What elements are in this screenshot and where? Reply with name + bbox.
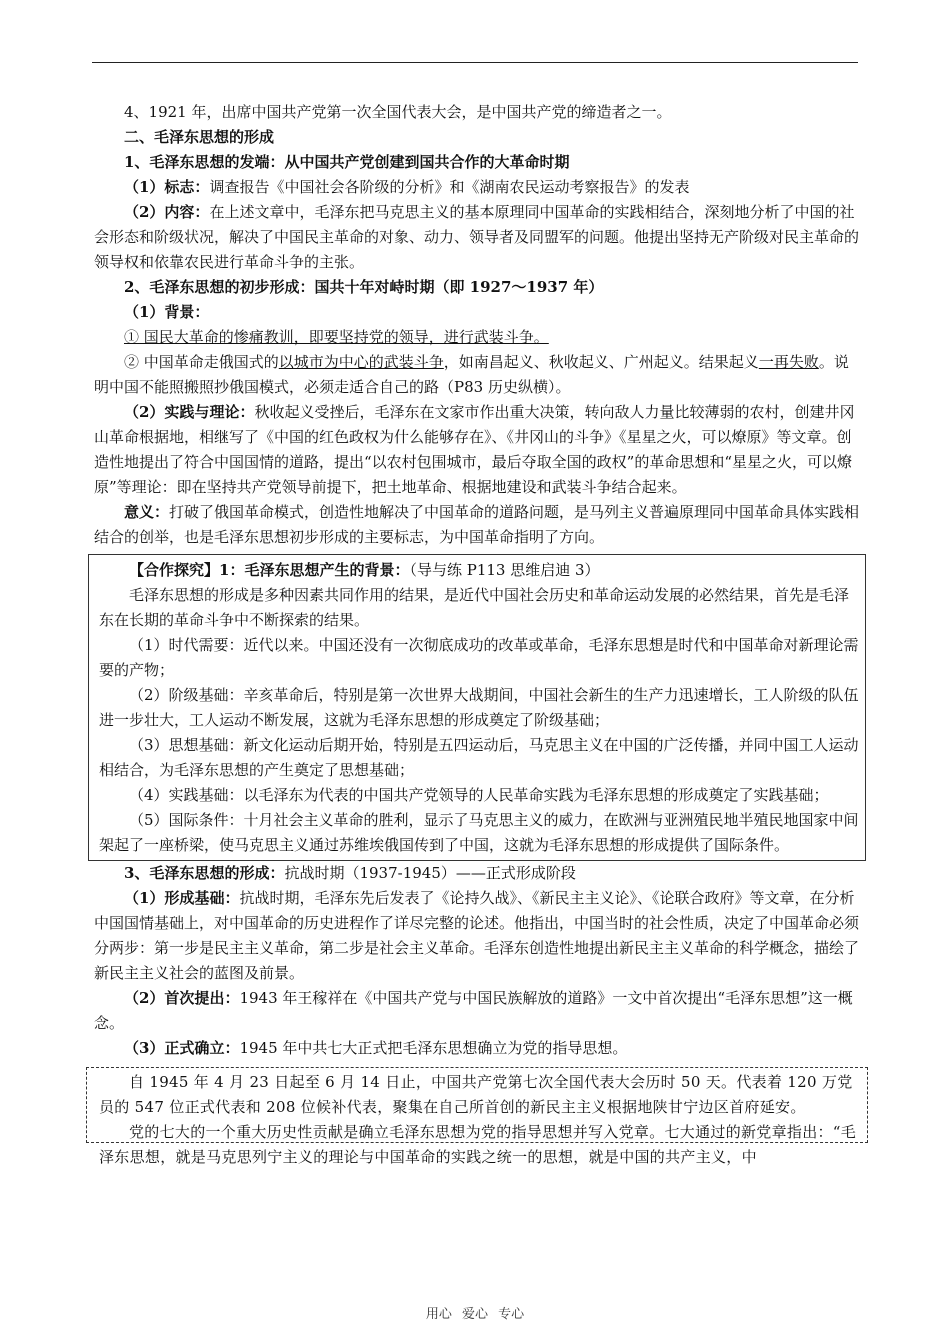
bg2-text-b: ，如南昌起义、秋收起义、广州起义。结果起义 — [443, 353, 759, 371]
bg2-underline-1: 以城市为中心的武装斗争 — [278, 353, 444, 371]
coop-title — [99, 558, 859, 583]
header-rule — [92, 62, 858, 63]
part2-meaning-text: 打破了俄国革命模式，创造性地解决了中国革命的道路问题，是马列主义普遍原理同中国革命具体实践相结合的创举，也是毛泽东思想初步形成的主要标志，为中国革命指明了方向。 — [94, 503, 860, 546]
part3-first-text: 1943 年王稼祥在《中国共产党与中国民族解放的道路》一文中首次提出“毛泽东思想”这一概念。 — [94, 989, 853, 1032]
section-2-heading: 二、毛泽东思想的形成 — [124, 128, 275, 146]
part2-background-label: （1）背景： — [124, 303, 210, 321]
coop-item: （4）实践基础：以毛泽东为代表的中国共产党领导的人民革命实践为毛泽东思想的形成奠定了实践基础； — [129, 786, 829, 804]
part3-heading-bold: 3、毛泽东思想的形成： — [124, 864, 285, 882]
bg2-underline-2: 一再失败 — [758, 353, 819, 371]
part1-sign — [94, 175, 860, 200]
part3-basis — [94, 886, 860, 986]
note-paragraph-1: 自 1945 年 4 月 23 日起至 6 月 14 日止，中国共产党第七次全国代表大会历时 50 天。代表着 120 万党员的 547 位正式代表和 208 位候补代表，聚集在自己所首创的新民主主义根据地陕甘宁边区首府延安。 — [99, 1073, 853, 1116]
part3-confirm — [94, 1036, 860, 1061]
part3-first-label: （2）首次提出： — [124, 989, 240, 1007]
part2-practice-label: （2）实践与理论： — [124, 403, 255, 421]
coop-intro: 毛泽东思想的形成是多种因素共同作用的结果，是近代中国社会历史和革命运动发展的必然结果，首先是毛泽东在长期的革命斗争中不断探索的结果。 — [99, 586, 850, 629]
coop-title-rest: （导与练 P113 思维启迪 3） — [409, 561, 600, 579]
bg2-text-a: ② 中国革命走俄国式的 — [124, 353, 279, 371]
part3-heading — [94, 861, 860, 886]
coop-title-bold: 【合作探究】1：毛泽东思想产生的背景： — [129, 561, 410, 579]
part2-practice — [94, 400, 860, 500]
part3-heading-rest: 抗战时期（1937-1945）——正式形成阶段 — [284, 864, 576, 882]
coop-item: （1）时代需要：近代以来。中国还没有一次彻底成功的改革或革命，毛泽东思想是时代和中国革命对新理论需要的产物； — [99, 636, 859, 679]
coop-item: （3）思想基础：新文化运动后期开始，特别是五四运动后，马克思主义在中国的广泛传播，并同中国工人运动相结合，为毛泽东思想的产生奠定了思想基础； — [99, 736, 859, 779]
part2-practice-text: 秋收起义受挫后，毛泽东在文家市作出重大决策，转向敌人力量比较薄弱的农村，创建井冈山革命根据地，相继写了《中国的红色政权为什么能够存在》、《井冈山的斗争》《星星之火，可以燎原》等文章。创造性地提出了符合中国国情的道路，提出“以农村包围城市，最后夺取全国的政权”的革命思想和“星星之火，可以燎原”等理论：即在坚持共产党领导前提下，把土地革命、根据地建设和武装斗争结合起来。 — [94, 403, 855, 496]
part1-sign-label: （1）标志： — [124, 178, 210, 196]
cooperative-inquiry-box — [88, 554, 866, 861]
part1-sign-text: 调查报告《中国社会各阶级的分析》和《湖南农民运动考察报告》的发表 — [209, 178, 690, 196]
part1-content-label: （2）内容： — [124, 203, 210, 221]
note-paragraph-2: 党的七大的一个重大历史性贡献是确立毛泽东思想为党的指导思想并写入党章。七大通过的新党章指出：“毛泽东思想，就是马克思列宁主义的理论与中国革命的实践之统一的思想，就是中国的共产主义，中 — [99, 1123, 857, 1166]
part3-basis-text: 抗战时期，毛泽东先后发表了《论持久战》、《新民主主义论》、《论联合政府》等文章，在分析中国国情基础上，对中国革命的历史进程作了详尽完整的论述。他指出，中国当时的社会性质，决定了中国革命必须分两步：第一步是民主主义革命，第二步是社会主义革命。毛泽东创造性地提出新民主主义革命的科学概念，描绘了新民主主义社会的蓝图及前景。 — [94, 889, 860, 982]
coop-item: （5）国际条件：十月社会主义革命的胜利，显示了马克思主义的威力，在欧洲与亚洲殖民地半殖民地国家中间架起了一座桥梁，使马克思主义通过苏维埃俄国传到了中国，这就为毛泽东思想的形成提供了国际条件。 — [99, 811, 859, 854]
part2-meaning — [94, 500, 860, 550]
bg2-text-c: 。说明中国不能照搬照抄俄国模式，必须走适合自己的路（P83 历史纵横）。 — [94, 353, 849, 396]
part3-confirm-text: 1945 年中共七大正式把毛泽东思想确立为党的指导思想。 — [239, 1039, 628, 1057]
part2-meaning-label: 意义： — [124, 503, 170, 521]
part1-heading: 1、毛泽东思想的发端：从中国共产党创建到国共合作的大革命时期 — [124, 153, 570, 171]
part2-heading: 2、毛泽东思想的初步形成：国共十年对峙时期（即 1927～1937 年） — [124, 278, 604, 296]
document-body — [94, 100, 860, 1166]
item-4: 4、1921 年，出席中国共产党第一次全国代表大会，是中国共产党的缔造者之一。 — [124, 103, 672, 121]
part3-basis-label: （1）形成基础： — [124, 889, 240, 907]
part2-background-2 — [94, 350, 860, 400]
seventh-congress-note-box — [86, 1067, 868, 1166]
coop-item: （2）阶级基础：辛亥革命后，特别是第一次世界大战期间，中国社会新生的生产力迅速增长，工人阶级的队伍进一步壮大，工人运动不断发展，这就为毛泽东思想的形成奠定了阶级基础； — [99, 686, 859, 729]
part2-background-1: ① 国民大革命的惨痛教训，即要坚持党的领导，进行武装斗争。 — [124, 328, 549, 346]
part1-content-text: 在上述文章中，毛泽东把马克思主义的基本原理同中国革命的实践相结合，深刻地分析了中国的社会形态和阶级状况，解决了中国民主革命的对象、动力、领导者及同盟军的问题。他提出坚持无产阶级对民主革命的领导权和依靠农民进行革命斗争的主张。 — [94, 203, 860, 271]
part3-first — [94, 986, 860, 1036]
part1-content — [94, 200, 860, 275]
part3-confirm-label: （3）正式确立： — [124, 1039, 240, 1057]
page-footer: 用心 爱心 专心 — [425, 1307, 525, 1322]
